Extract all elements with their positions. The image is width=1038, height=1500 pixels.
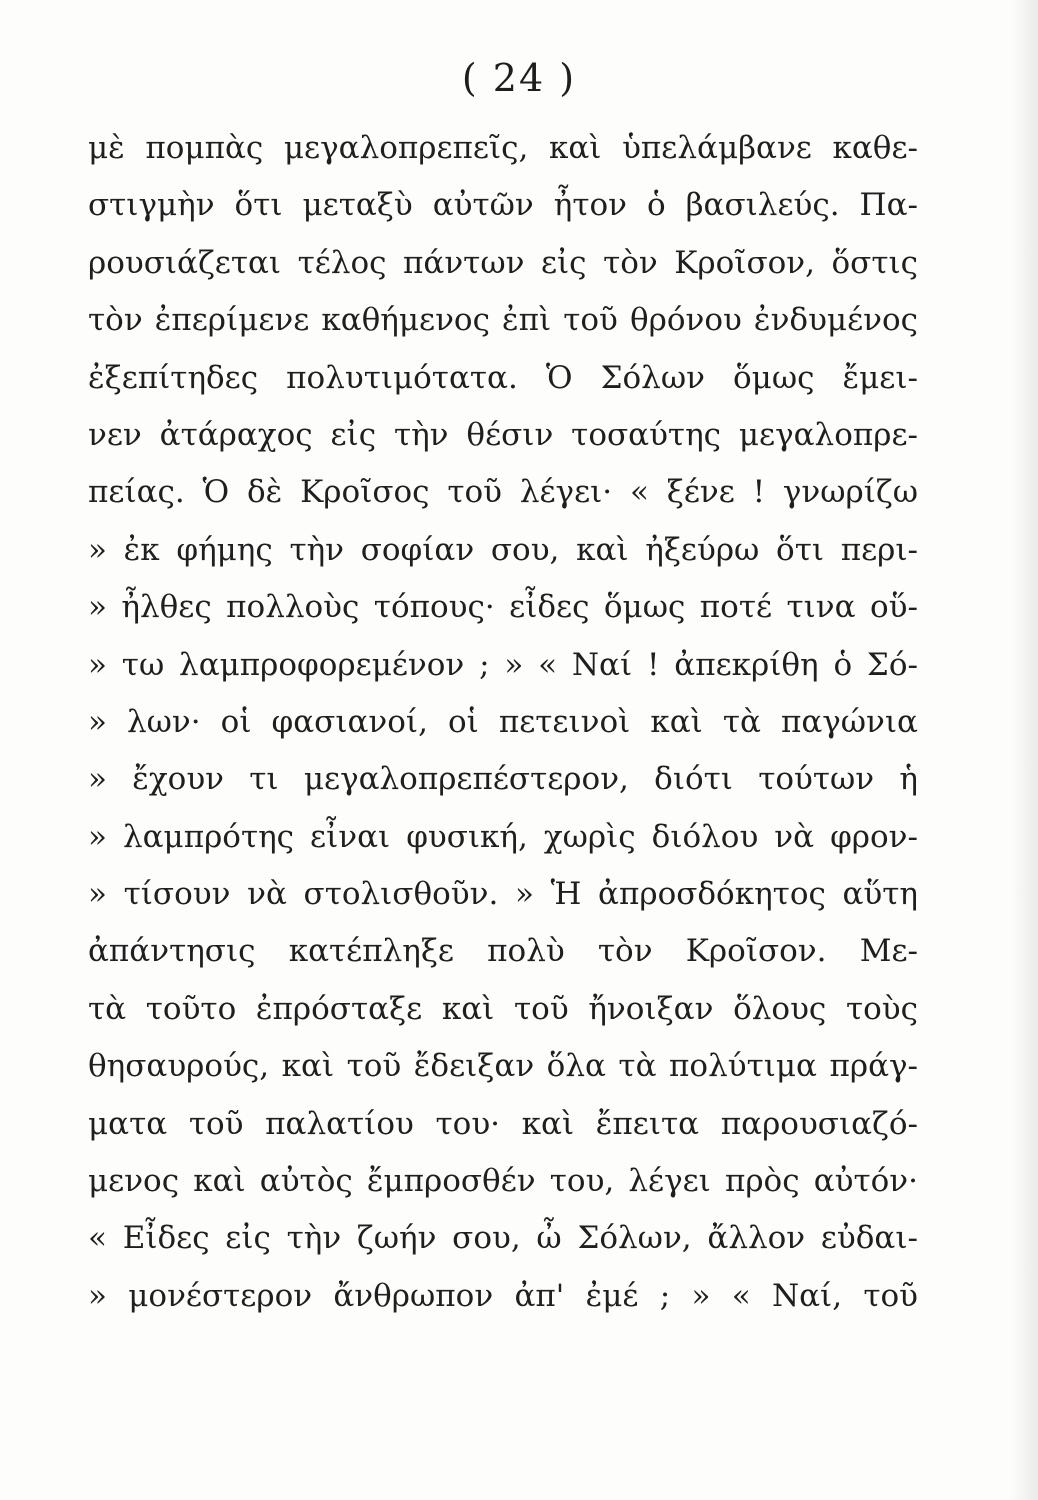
text-line: ἀπάντησις κατέπληξε πολὺ τὸν Κροῖσον. Με- (88, 933, 918, 970)
text-line: » τίσουν νὰ στολισθοῦν. » Ἡ ἀπροσδόκητος αὕτη (88, 876, 918, 913)
text-line: » ἔχουν τι μεγαλοπρεπέστερον, διότι τούτων ἡ (88, 761, 918, 798)
text-line: » λαμπρότης εἶναι φυσική, χωρὶς διόλου νὰ φρον- (88, 818, 918, 855)
text-line: » ἦλθες πολλοὺς τόπους· εἶδες ὅμως ποτέ τινα οὕ- (88, 589, 918, 626)
page-edge-shadow (1010, 0, 1038, 1500)
text-line: πείας. Ὁ δὲ Κροῖσος τοῦ λέγει· « ξένε ! γνωρίζω (88, 474, 918, 511)
text-line: νεν ἀτάραχος εἰς τὴν θέσιν τοσαύτης μεγαλοπρε- (88, 416, 918, 453)
text-line: τὸν ἐπερίμενε καθήμενος ἐπὶ τοῦ θρόνου ἐνδυμένος (88, 302, 918, 339)
text-line: τὰ τοῦτο ἐπρόσταξε καὶ τοῦ ἤνοιξαν ὅλους τοὺς (88, 990, 918, 1027)
body-text (88, 120, 918, 1325)
text-line: ματα τοῦ παλατίου του· καὶ ἔπειτα παρουσιαζό- (88, 1105, 918, 1142)
page-number: ( 24 ) (461, 56, 577, 100)
text-line: » ἐκ φήμης τὴν σοφίαν σου, καὶ ἠξεύρω ὅτι περι- (88, 531, 918, 568)
text-line: » μονέστερον ἄνθρωπον ἀπ' ἐμέ ; » « Ναί, τοῦ (88, 1277, 918, 1314)
text-line: » λων· οἱ φασιανοί, οἱ πετεινοὶ καὶ τὰ παγώνια (88, 703, 918, 740)
text-line: ρουσιάζεται τέλος πάντων εἰς τὸν Κροῖσον, ὅστις (88, 244, 918, 281)
text-line: « Εἶδες εἰς τὴν ζωήν σου, ὦ Σόλων, ἄλλον εὐδαι- (88, 1220, 918, 1257)
text-line: ἐξεπίτηδες πολυτιμότατα. Ὁ Σόλων ὅμως ἔμει- (88, 359, 918, 396)
text-line: μενος καὶ αὐτὸς ἔμπροσθέν του, λέγει πρὸς αὐτόν· (88, 1163, 918, 1200)
text-line: στιγμὴν ὅτι μεταξὺ αὐτῶν ἦτον ὁ βασιλεύς. Πα- (88, 187, 918, 224)
text-line: θησαυρούς, καὶ τοῦ ἔδειξαν ὅλα τὰ πολύτιμα πράγ- (88, 1048, 918, 1085)
text-line: » τω λαμπροφορεμένον ; » « Ναί ! ἀπεκρίθη ὁ Σό- (88, 646, 918, 683)
text-line: μὲ πομπὰς μεγαλοπρεπεῖς, καὶ ὑπελάμβανε καθε- (88, 130, 918, 166)
